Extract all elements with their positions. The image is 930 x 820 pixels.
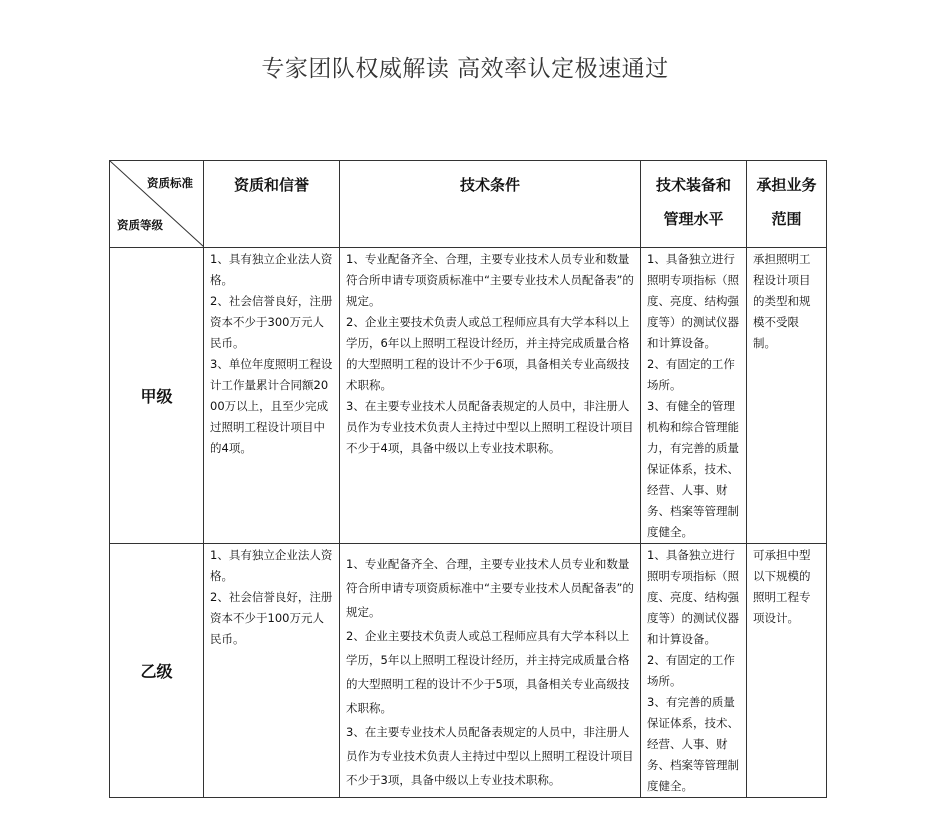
header-equip-label-1: 技术装备和 (655, 176, 731, 194)
header-scope-label-1: 承担业务 (756, 176, 817, 194)
tech-cell (340, 544, 641, 798)
tech-item: 1、专业配备齐全、合理，主要专业技术人员专业和数量符合所申请专项资质标准中“主要专业技术人员配备表”的规定。 (346, 557, 634, 619)
equip-item: 3、有健全的管理机构和综合管理能力，有完善的质量保证体系，技术、经营、人事、财务、档案等管理制度健全。 (647, 399, 739, 539)
header-tech (340, 161, 641, 248)
tech-cell (340, 248, 641, 544)
credit-item: 1、具有独立企业法人资格。 (210, 548, 333, 583)
grade-cell: 乙级 (110, 544, 204, 798)
header-scope-label-2: 范围 (771, 210, 802, 228)
scope-text: 可承担中型以下规模的照明工程专项设计。 (753, 548, 811, 625)
equip-item: 1、具备独立进行照明专项指标（照度、亮度、结构强度等）的测试仪器和计算设备。 (647, 252, 739, 350)
table-header-row (110, 161, 827, 248)
corner-label-standard: 资质标准 (147, 176, 193, 190)
table-row (110, 248, 827, 544)
tech-item: 2、企业主要技术负责人或总工程师应具有大学本科以上学历，6年以上照明工程设计经历，并主持完成质量合格的大型照明工程的设计不少于6项，具备相关专业高级技术职称。 (346, 315, 630, 392)
corner-header-cell (110, 161, 204, 248)
scope-cell (747, 248, 827, 544)
header-credit-label: 资质和信誉 (233, 176, 309, 194)
credit-item: 2、社会信誉良好，注册资本不少于100万元人民币。 (210, 590, 333, 646)
scope-cell (747, 544, 827, 798)
equip-item: 1、具备独立进行照明专项指标（照度、亮度、结构强度等）的测试仪器和计算设备。 (647, 548, 739, 646)
header-equip (641, 161, 747, 248)
tech-item: 1、专业配备齐全、合理，主要专业技术人员专业和数量符合所申请专项资质标准中“主要专业技术人员配备表”的规定。 (346, 252, 634, 308)
header-credit (204, 161, 340, 248)
header-tech-label: 技术条件 (459, 176, 520, 194)
header-scope (747, 161, 827, 248)
equip-cell (641, 248, 747, 544)
credit-cell (204, 544, 340, 798)
equip-cell (641, 544, 747, 798)
corner-label-grade: 资质等级 (117, 218, 163, 232)
credit-item: 1、具有独立企业法人资格。 (210, 252, 333, 287)
page-title: 专家团队权威解读 高效率认定极速通过 (261, 56, 669, 82)
tech-item: 3、在主要专业技术人员配备表规定的人员中，非注册人员作为专业技术负责人主持过中型以上照明工程设计项目不少于4项，具备中级以上专业技术职称。 (346, 399, 634, 455)
equip-item: 2、有固定的工作场所。 (647, 357, 735, 392)
diagonal-divider (110, 161, 204, 247)
credit-item: 3、单位年度照明工程设计工作量累计合同额2000万以上，且至少完成过照明工程设计项目中的4项。 (210, 357, 333, 455)
scope-text: 承担照明工程设计项目的类型和规模不受限制。 (753, 252, 811, 350)
qualification-table (109, 160, 827, 798)
equip-item: 3、有完善的质量保证体系，技术、经营、人事、财务、档案等管理制度健全。 (647, 695, 739, 793)
tech-item: 2、企业主要技术负责人或总工程师应具有大学本科以上学历，5年以上照明工程设计经历，并主持完成质量合格的大型照明工程的设计不少于5项，具备相关专业高级技术职称。 (346, 629, 630, 715)
table-row (110, 544, 827, 798)
credit-item: 2、社会信誉良好，注册资本不少于300万元人民币。 (210, 294, 333, 350)
grade-cell: 甲级 (110, 248, 204, 544)
credit-cell (204, 248, 340, 544)
equip-item: 2、有固定的工作场所。 (647, 653, 735, 688)
header-equip-label-2: 管理水平 (663, 210, 724, 228)
tech-item: 3、在主要专业技术人员配备表规定的人员中，非注册人员作为专业技术负责人主持过中型以上照明工程设计项目不少于3项，具备中级以上专业技术职称。 (346, 725, 634, 787)
